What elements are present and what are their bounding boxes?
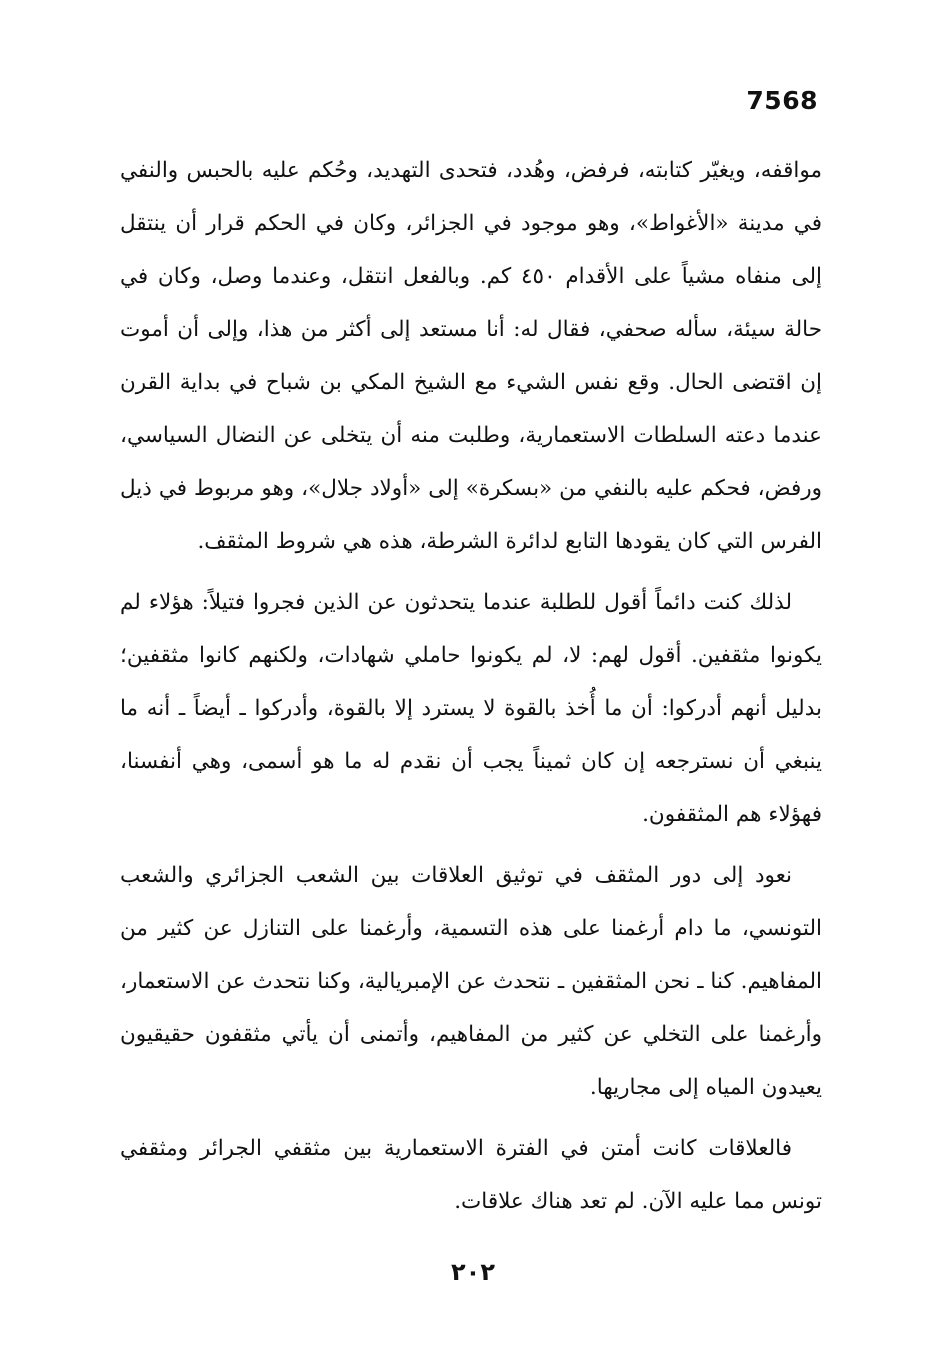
paragraph-3: نعود إلى دور المثقف في توثيق العلاقات بين الشعب الجزائري والشعب التونسي، ما دام أرغمنا على هذه التسمية، وأرغمنا على التنازل عن كثير من المفاهيم. كنا ـ نحن المثقفين ـ نتحدث عن الإمبريالية، وكنا نتحدث عن الاستعمار، وأرغمنا على التخلي عن كثير من المفاهيم، وأتمنى أن يأتي مثقفون حقيقيون يعيدون المياه إلى مجاريها.	[120, 863, 822, 1100]
paragraph-1: مواقفه، ويغيّر كتابته، فرفض، وهُدد، فتحدى التهديد، وحُكم عليه بالحبس والنفي في مدينة «الأغواط»، وهو موجود في الجزائر، وكان في الحكم قرار أن ينتقل إلى منفاه مشياً على الأقدام ٤٥٠ كم. وبالفعل انتقل، وعندما وصل، وكان في حالة سيئة، سأله صحفي، فقال له: أنا مستعد إلى أكثر من هذا، وإلى أن أموت إن اقتضى الحال. وقع نفس الشيء مع الشيخ المكي بن شباح في بداية القرن عندما دعته السلطات الاستعمارية، وطلبت منه أن يتخلى عن النضال السياسي، ورفض، فحكم عليه بالنفي من «بسكرة» إلى «أولاد جلال»، وهو مربوط في ذيل الفرس التي كان يقودها التابع لدائرة الشرطة، هذه هي شروط المثقف.	[120, 158, 823, 554]
body-text	[120, 144, 822, 1228]
archive-number: 7568	[746, 86, 818, 115]
page-number: ٢٠٢	[451, 1258, 495, 1286]
paragraph-4: فالعلاقات كانت أمتن في الفترة الاستعمارية بين مثقفي الجرائر ومثقفي تونس مما عليه الآن. لم تعد هناك علاقات.	[120, 1136, 822, 1214]
paragraph-2: لذلك كنت دائماً أقول للطلبة عندما يتحدثون عن الذين فجروا فتيلاً: هؤلاء لم يكونوا مثقفين. أقول لهم: لا، لم يكونوا حاملي شهادات، ولكنهم كانوا مثقفين؛ بدليل أنهم أدركوا: أن ما أُخذ بالقوة لا يسترد إلا بالقوة، وأدركوا ـ أيضاً ـ أنه ما ينبغي أن نسترجعه إن كان ثميناً يجب أن نقدم له ما هو أسمى، وهي أنفسنا، فهؤلاء هم المثقفون.	[120, 590, 822, 827]
